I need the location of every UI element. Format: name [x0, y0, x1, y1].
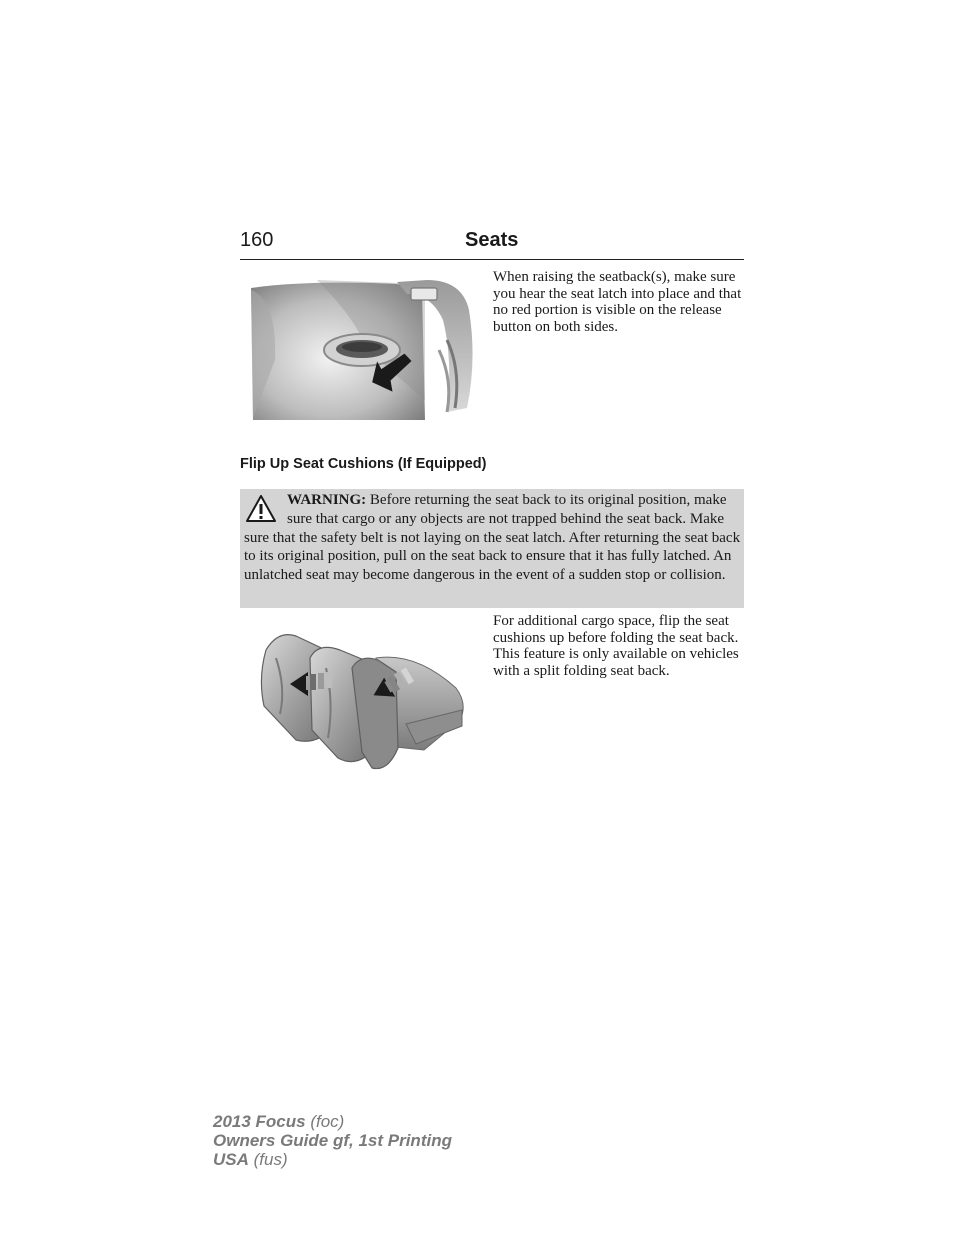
- footer-line-3: [213, 1150, 452, 1169]
- footer-model-code: (foc): [305, 1112, 345, 1131]
- footer-market: USA: [213, 1150, 249, 1169]
- footer-line-1: [213, 1112, 452, 1131]
- flip-up-cushions-heading: Flip Up Seat Cushions (If Equipped): [240, 456, 487, 472]
- footer-guide: Owners Guide gf, 1st Printing: [213, 1131, 452, 1150]
- footer-model: 2013 Focus: [213, 1112, 306, 1131]
- page-number: 160: [240, 229, 274, 251]
- footer-edition-info: [213, 1112, 452, 1169]
- section-title: Seats: [465, 229, 519, 251]
- warning-body: Before returning the seat back to its original position, make sure that cargo or any objects are not trapped behind the seat back. Make sure that the safety belt is not laying on the seat latch. After returning the seat back to its original position, pull on the seat back to ensure that it has fully latched. An unlatched seat may become dangerous in the event of a sudden stop or collision.: [244, 492, 741, 584]
- seat-latch-illustration: [247, 280, 479, 422]
- warning-text: [244, 491, 742, 585]
- page-header: [240, 229, 744, 260]
- warning-box: [240, 489, 744, 608]
- seat-cushion-flip-illustration: [256, 628, 468, 774]
- warning-label: WARNING:: [287, 492, 367, 508]
- footer-line-2: [213, 1131, 452, 1150]
- cargo-space-text: For additional cargo space, flip the seat cushions up before folding the seat back. This feature is only available on vehicles with a split folding seat back.: [493, 613, 739, 679]
- footer-market-code: (fus): [248, 1150, 288, 1169]
- seatback-raising-text: When raising the seatback(s), make sure you hear the seat latch into place and that no red portion is visible on the release button on both sides.: [493, 269, 742, 335]
